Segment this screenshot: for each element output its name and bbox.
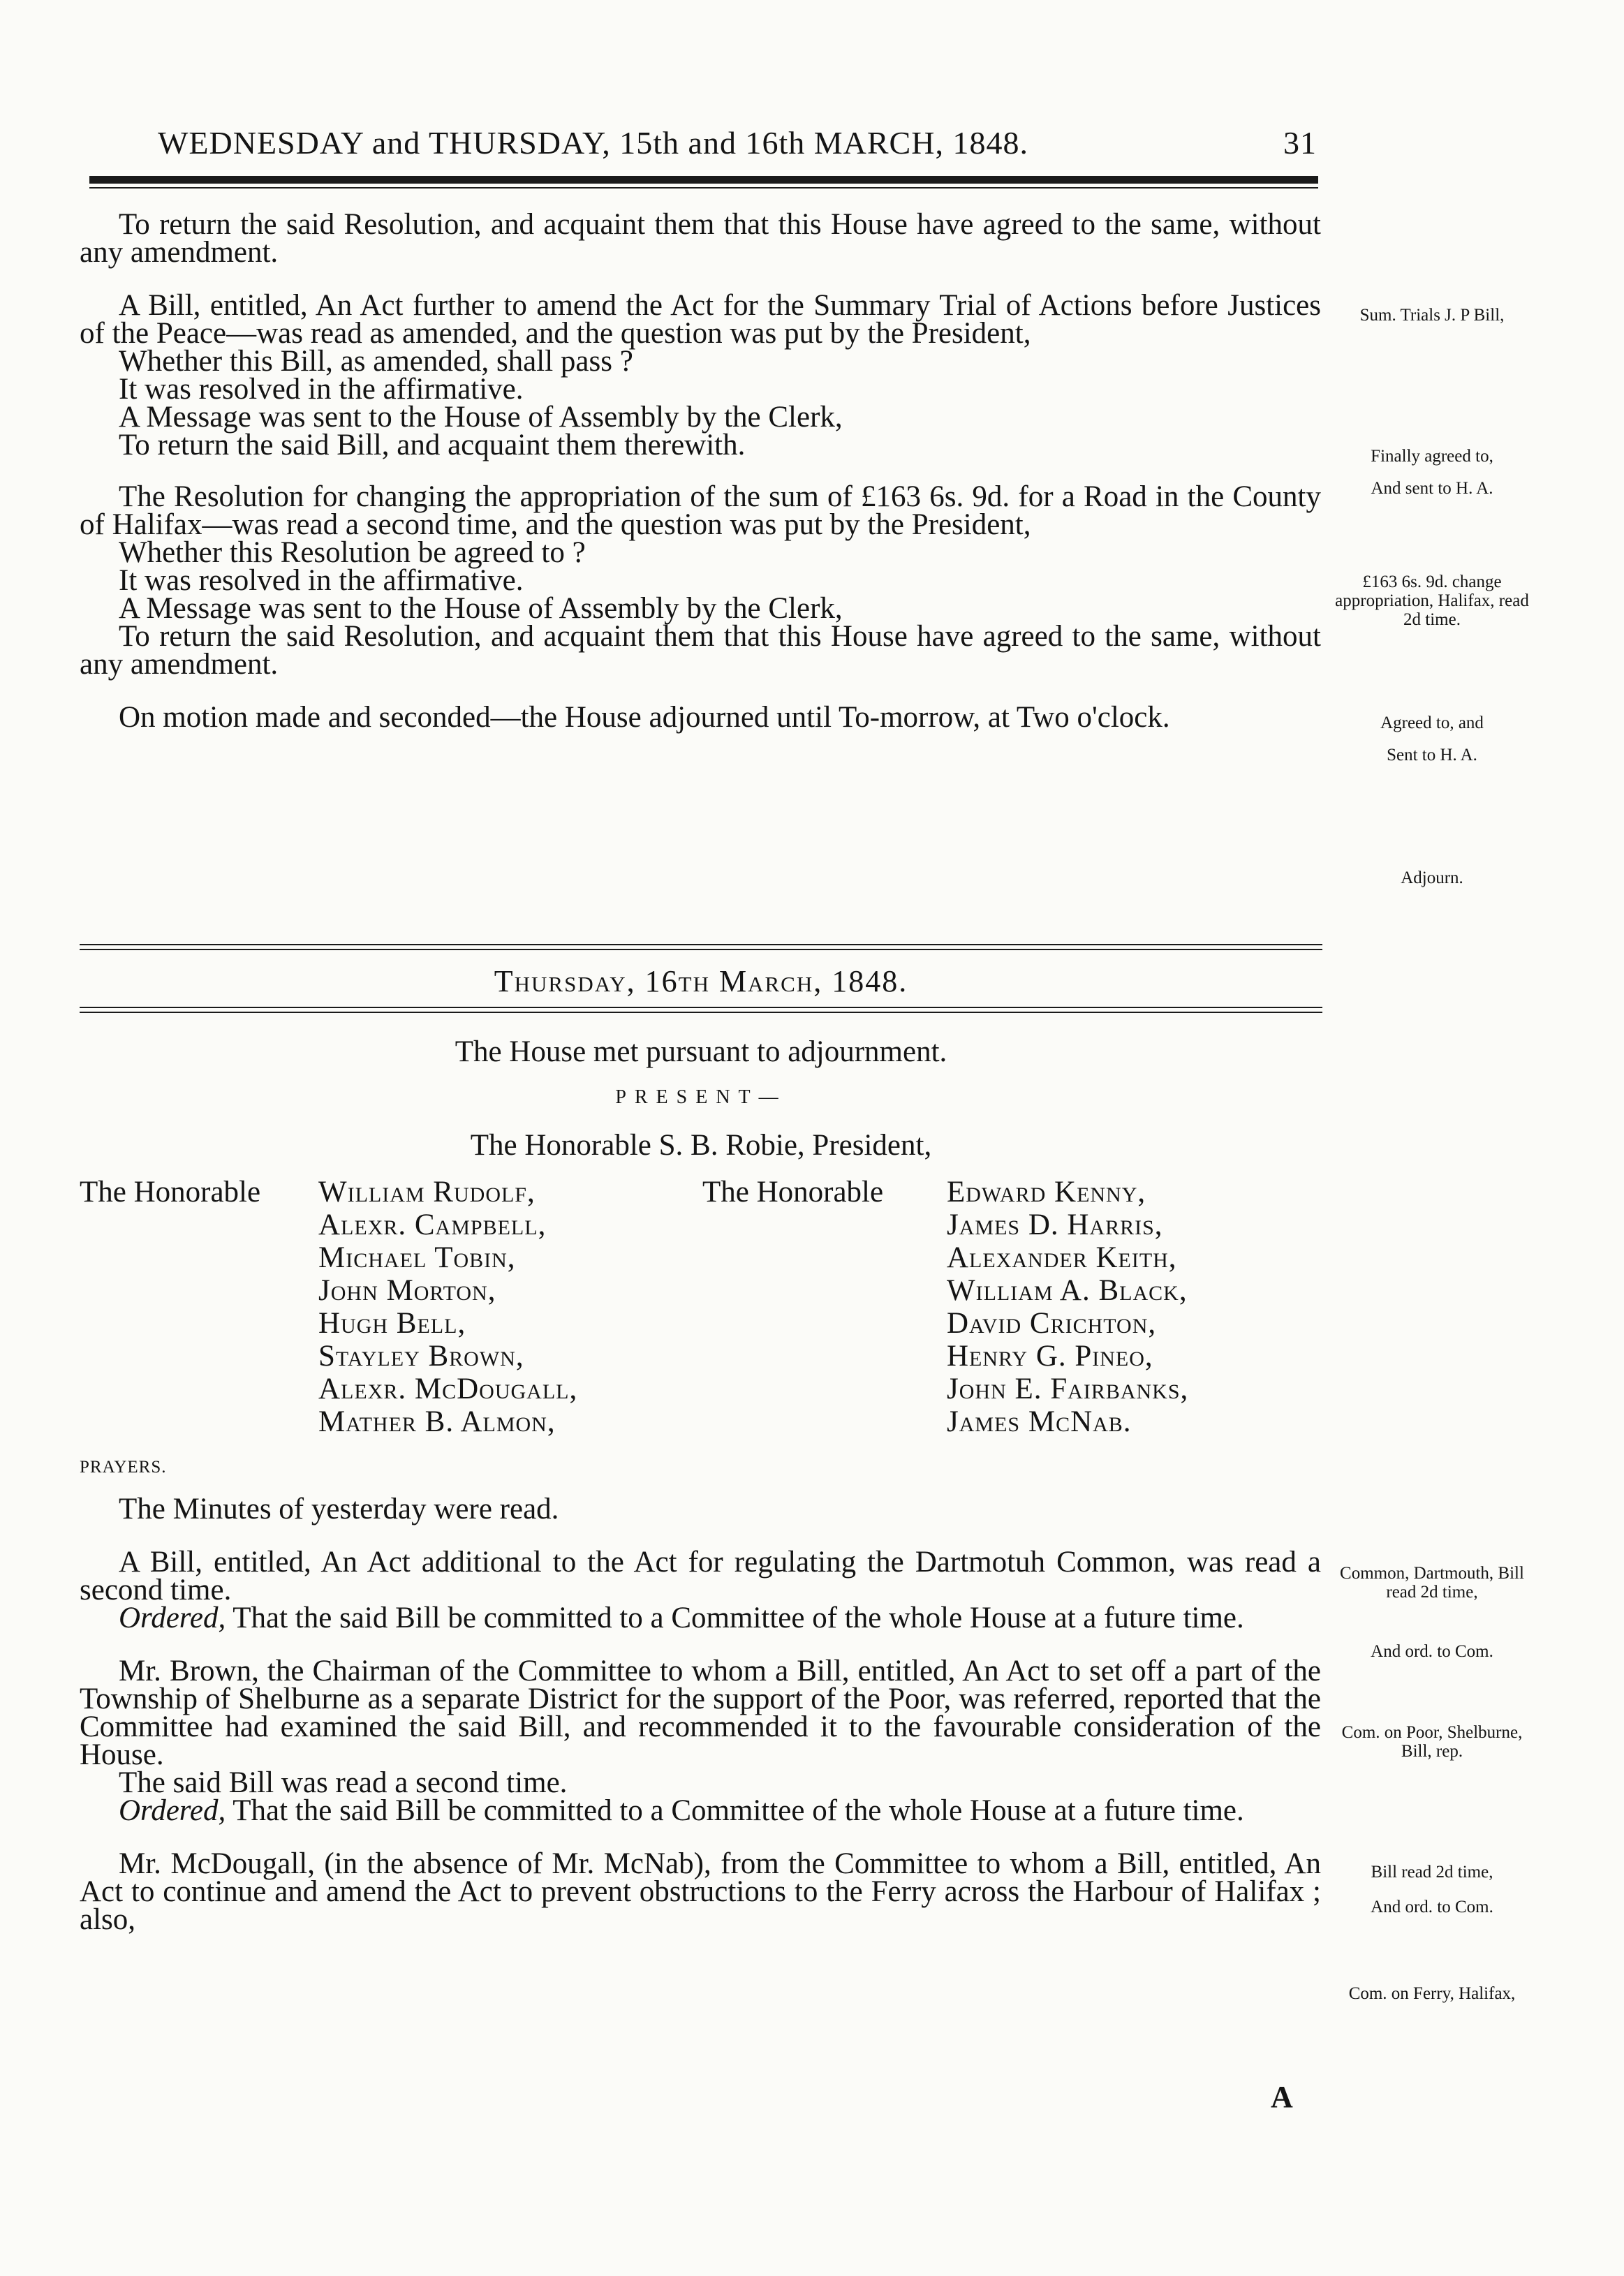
ordered-emphasis: Ordered, bbox=[119, 1794, 226, 1827]
paragraph-text: That the said Bill be committed to a Committee of the whole House at a future time. bbox=[226, 1602, 1244, 1634]
section-rule-top bbox=[80, 944, 1322, 950]
member-name: Michael Tobin, bbox=[318, 1241, 516, 1274]
margin-note: Common, Dartmouth, Bill read 2d time, bbox=[1340, 1564, 1524, 1602]
paragraph: A Bill, entitled, An Act further to amend the Act for the Summary Trial of Actions before Justices of the Peace—was read as amended, and the question was put by the President, bbox=[80, 289, 1321, 350]
president-line: The Honorable S. B. Robie, President, bbox=[470, 1129, 932, 1162]
text-line: It was resolved in the affirmative. bbox=[119, 373, 524, 406]
member-name: Mather B. Almon, bbox=[318, 1405, 556, 1438]
paragraph bbox=[80, 1794, 1321, 1827]
member-name: Alexander Keith, bbox=[947, 1241, 1177, 1274]
paragraph bbox=[80, 1604, 1321, 1632]
margin-note: Agreed to, and bbox=[1380, 714, 1484, 732]
text-line: A Message was sent to the House of Assembly by the Clerk, bbox=[119, 592, 843, 625]
member-name: Hugh Bell, bbox=[318, 1307, 466, 1340]
member-name: James McNab. bbox=[947, 1405, 1132, 1438]
text-line: The said Bill was read a second time. bbox=[119, 1766, 568, 1799]
text-line: To return the said Bill, and acquaint them therewith. bbox=[119, 429, 746, 461]
margin-note: Com. on Poor, Shelburne, Bill, rep. bbox=[1341, 1723, 1523, 1761]
member-name: William Rudolf, bbox=[318, 1176, 536, 1209]
paragraph: Mr. Brown, the Chairman of the Committee to whom a Bill, entitled, An Act to set off a part of the Township of Shelburne as a separate District for the support of the Poor, was referred, reported that the Committee had examined the said Bill, and recommended it to the favourable consideration of the House. bbox=[80, 1655, 1321, 1771]
section-thursday-text bbox=[80, 1495, 1321, 1959]
member-name: William A. Black, bbox=[947, 1274, 1188, 1307]
member-name: Alexr. McDougall, bbox=[318, 1373, 578, 1405]
paragraph: A Bill, entitled, An Act additional to the Act for regulating the Dartmotuh Common, was read a second time. bbox=[80, 1546, 1321, 1606]
members-right-list bbox=[947, 1176, 1188, 1438]
text-line: It was resolved in the affirmative. bbox=[119, 564, 524, 597]
paragraph: The Resolution for changing the appropriation of the sum of £163 6s. 9d. for a Road in the County of Halifax—was read a second time, and the question was put by the President, bbox=[80, 480, 1321, 541]
margin-note: Sent to H. A. bbox=[1387, 746, 1477, 764]
member-name: Alexr. Campbell, bbox=[318, 1209, 547, 1241]
margin-note: Finally agreed to, bbox=[1371, 447, 1493, 466]
paragraph: On motion made and seconded—the House adjourned until To-morrow, at Two o'clock. bbox=[119, 701, 1170, 734]
text-line: Whether this Resolution be agreed to ? bbox=[119, 536, 586, 569]
member-name: Henry G. Pineo, bbox=[947, 1340, 1153, 1373]
catchword: A bbox=[1271, 2080, 1293, 2114]
margin-note: And ord. to Com. bbox=[1371, 1898, 1493, 1916]
header-rule-thin bbox=[89, 187, 1318, 189]
margin-note: Bill read 2d time, bbox=[1371, 1863, 1493, 1882]
member-name: James D. Harris, bbox=[947, 1209, 1163, 1241]
paragraph-text: That the said Bill be committed to a Committee of the whole House at a future time. bbox=[226, 1794, 1244, 1827]
margin-note: Adjourn. bbox=[1401, 869, 1463, 887]
prayers-note: PRAYERS. bbox=[80, 1458, 167, 1477]
member-name: Edward Kenny, bbox=[947, 1176, 1146, 1209]
honorable-prefix: The Honorable bbox=[702, 1176, 884, 1209]
margin-note: And sent to H. A. bbox=[1371, 479, 1493, 498]
section-title: Thursday, 16th March, 1848. bbox=[494, 964, 908, 998]
paragraph: Mr. McDougall, (in the absence of Mr. McNab), from the Committee to whom a Bill, entitled, An Act to continue and amend the Act to prevent obstructions to the Ferry across the Harbour of Halifax ; also, bbox=[80, 1847, 1321, 1936]
margin-note: And ord. to Com. bbox=[1371, 1642, 1493, 1661]
page-number: 31 bbox=[1283, 125, 1317, 161]
text-line: Whether this Bill, as amended, shall pass ? bbox=[119, 345, 633, 378]
paragraph: To return the said Resolution, and acquaint them that this House have agreed to the same, without any amendment. bbox=[80, 620, 1321, 681]
margin-note: Sum. Trials J. P Bill, bbox=[1359, 306, 1505, 325]
running-header bbox=[158, 124, 1317, 161]
members-left-list bbox=[318, 1176, 577, 1438]
margin-note: £163 6s. 9d. change appropriation, Halifax, read 2d time. bbox=[1335, 572, 1529, 629]
paragraph: To return the said Resolution, and acquaint them that this House have agreed to the same, without any amendment. bbox=[80, 208, 1321, 269]
present-heading: PRESENT— bbox=[615, 1086, 787, 1108]
text-line: A Message was sent to the House of Assembly by the Clerk, bbox=[119, 401, 843, 434]
member-name: David Crichton, bbox=[947, 1307, 1157, 1340]
header-rule-thick bbox=[89, 176, 1318, 184]
paragraph: The Minutes of yesterday were read. bbox=[119, 1493, 559, 1525]
member-name: John E. Fairbanks, bbox=[947, 1373, 1189, 1405]
member-name: Stayley Brown, bbox=[318, 1340, 524, 1373]
member-name: John Morton, bbox=[318, 1274, 496, 1307]
section-wednesday-text bbox=[80, 208, 1321, 757]
header-title: WEDNESDAY and THURSDAY, 15th and 16th MARCH, 1848. bbox=[158, 125, 1028, 161]
ordered-emphasis: Ordered, bbox=[119, 1602, 226, 1634]
section-rule-bottom bbox=[80, 1007, 1322, 1013]
honorable-prefix: The Honorable bbox=[80, 1176, 261, 1209]
margin-note: Com. on Ferry, Halifax, bbox=[1348, 1984, 1516, 2003]
house-met-line: The House met pursuant to adjournment. bbox=[455, 1035, 947, 1068]
